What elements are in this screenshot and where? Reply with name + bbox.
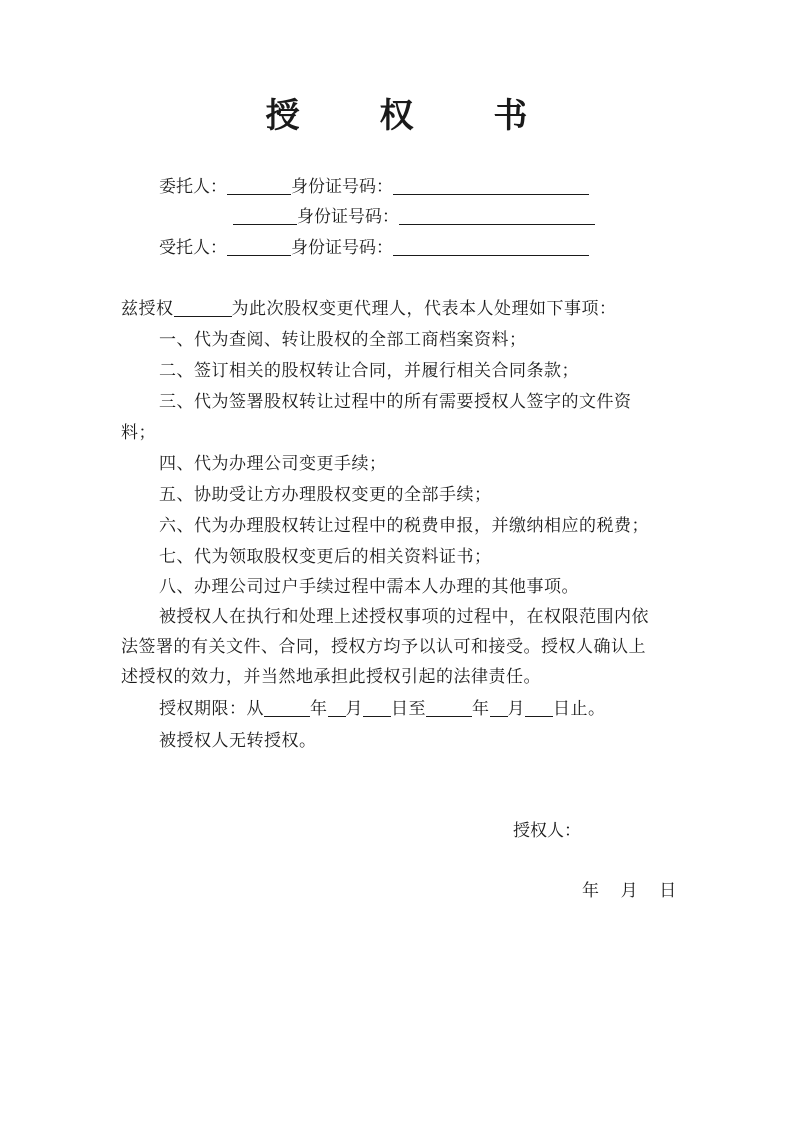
authorization-period-line [159, 696, 679, 722]
start-year-blank [264, 698, 310, 717]
no-transfer-line: 被授权人无转授权。 [159, 731, 317, 751]
end-day-blank [525, 698, 553, 717]
item-7: 七、代为领取股权变更后的相关资料证书； [159, 547, 492, 567]
signature-date-line: 年 月 日 [582, 881, 677, 901]
year-2-label: 年 [472, 699, 490, 719]
paragraph-line-3: 述授权的效力，并当然地承担此授权引起的法律责任。 [121, 667, 541, 687]
item-6: 六、代为办理股权转让过程中的税费申报，并缴纳相应的税费； [159, 516, 649, 536]
end-year-blank [426, 698, 472, 717]
year-1-label: 年 [310, 699, 328, 719]
start-month-blank [328, 698, 346, 717]
authorizer-label: 授权人： [513, 821, 581, 841]
agent-id-blank [393, 237, 589, 256]
day-end-label: 日止。 [553, 699, 606, 719]
principal-2-id-blank [399, 206, 595, 225]
paragraph-line-1: 被授权人在执行和处理上述授权事项的过程中，在权限范围内依 [159, 607, 649, 627]
item-3-line-1: 三、代为签署股权转让过程中的所有需要授权人签字的文件资 [159, 392, 632, 412]
end-month-blank [490, 698, 508, 717]
item-1: 一、代为查阅、转让股权的全部工商档案资料； [159, 330, 527, 350]
item-5: 五、协助受让方办理股权变更的全部手续； [159, 485, 492, 505]
principal-row-2 [233, 204, 595, 230]
principal-2-name-blank [233, 206, 297, 225]
period-prefix: 授权期限：从 [159, 699, 264, 719]
intro-suffix: 为此次股权变更代理人，代表本人处理如下事项： [231, 299, 617, 319]
agent-row [159, 235, 589, 261]
agent-name-blank-body [174, 298, 232, 317]
principal-label: 委托人： [159, 177, 227, 197]
month-2-label: 月 [507, 699, 525, 719]
principal-name-blank [227, 176, 291, 195]
month-1-label: 月 [345, 699, 363, 719]
item-2: 二、签订相关的股权转让合同，并履行相关合同条款； [159, 361, 579, 381]
principal-2-id-label: 身份证号码： [297, 207, 399, 227]
agent-label: 受托人： [159, 238, 227, 258]
agent-id-label: 身份证号码： [291, 238, 393, 258]
intro-line [121, 296, 681, 322]
item-3-line-2: 料； [121, 423, 156, 443]
principal-id-label: 身份证号码： [291, 177, 393, 197]
start-day-blank [363, 698, 391, 717]
item-8: 八、办理公司过户手续过程中需本人办理的其他事项。 [159, 577, 579, 597]
item-4: 四、代为办理公司变更手续； [159, 454, 387, 474]
principal-id-blank [393, 176, 589, 195]
paragraph-line-2: 法签署的有关文件、合同，授权方均予以认可和接受。授权人确认上 [121, 637, 646, 657]
principal-row [159, 174, 589, 200]
intro-prefix: 兹授权 [121, 299, 174, 319]
agent-name-blank [227, 237, 291, 256]
document-title: 授 权 书 [265, 96, 562, 136]
day-to-label: 日至 [391, 699, 426, 719]
